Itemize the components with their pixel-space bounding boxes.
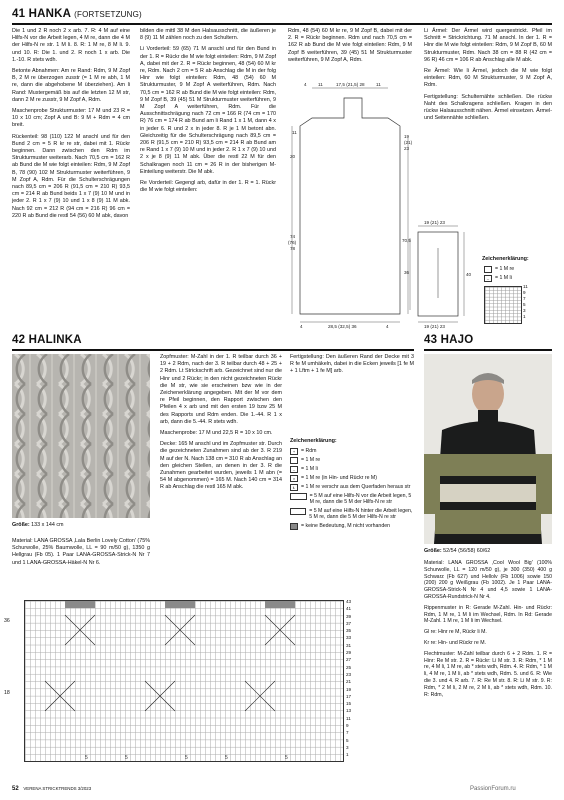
dim-label: 11: [292, 130, 297, 135]
legend-item: [290, 523, 414, 530]
paragraph: Material: LANA GROSSA ‚Cool Wool Big' (100% Schurwolle, LL = 120 m/50 g), je 300 (350) 400 g Schwarz (Fb 627) und Hellolv (Fb 1006) sowie 150 (200) 200 g Weißgrau (Fb 1002). Je 1 Paar LANA-GROSSA-Strick-N Nr 4 und 4,5 sowie 1 LANA-GROSSA-Rundstrick-N Nr 4.: [424, 560, 552, 600]
paragraph: Die 1 und 2 R noch 2 x arb. 7. R: 4 M auf eine Hilfs-N vor die Arbeit legen, 4 M re, dann die 4 M der Hilfs-N re str. 1 M li. 8. R: 1 M re, 8 M li. 9. und 10. R: Die 1. und 2. R noch 1 x arb. Die 1.-10. R stets wdh.: [12, 28, 130, 63]
dim-label: 4: [304, 82, 307, 87]
dim-label: 11: [318, 82, 323, 87]
row-number: 25: [346, 664, 352, 670]
dim-label: 20: [290, 154, 296, 159]
paragraph: Re Ärmel: Wie li Ärmel, jedoch die M wie folgt einteilen: Rdm, 60 M Strukturmuster, 9 M Zopf A, Rdm.: [424, 68, 552, 89]
text-column-3: [288, 28, 412, 68]
size-value: 133 x 144 cm: [31, 522, 64, 528]
garment-schematic: [288, 78, 418, 330]
section-43-title: [424, 334, 473, 346]
legend-label: = 1 M re: [495, 266, 515, 272]
pattern-title: HALINKA: [28, 334, 82, 346]
small-chart-row-numbers: [523, 284, 528, 320]
paragraph: Li Ärmel: Der Ärmel wird quergestrickt. Pfeil im Schnitt = Strickrichtung. 71 M anschl. In der 1. R = Hinr die M wie folgt einteilen: Rdm, 9 M Zopf B, 60 M Strukturmuster, Rdm. Nach 38 cm = 88 R (42 cm = 96 R) 46 cm = 106 R ab Anschlag alle M abk.: [424, 28, 552, 63]
row-number: 15: [346, 701, 352, 707]
row-number: 43: [346, 599, 352, 604]
text-column-1: [12, 28, 130, 224]
size-label: Größe:: [12, 522, 30, 528]
text-column-4: [424, 28, 552, 126]
row-number: 29: [346, 650, 352, 656]
svg-text:5: 5: [125, 755, 128, 761]
cable-back-icon: [290, 508, 306, 515]
increase-symbol-icon: Ł: [290, 484, 298, 491]
dim-label: 74: [290, 234, 296, 239]
row-number: 31: [346, 642, 352, 648]
legend-label: = keine Bedeutung, M nicht vorhanden: [301, 522, 390, 529]
row-number: 3: [523, 308, 526, 313]
watermark: PassionForum.ru: [470, 786, 516, 792]
row-number: 19: [346, 686, 352, 692]
legend-item: [484, 266, 514, 273]
svg-text:5: 5: [285, 755, 288, 761]
row-number: 39: [346, 613, 352, 619]
legend-item: [290, 493, 414, 506]
purl-symbol-icon: –: [290, 466, 298, 473]
svg-text:5: 5: [225, 755, 228, 761]
legend-item: [290, 466, 414, 473]
legend-label: = Rdm: [301, 448, 317, 454]
finishing-text: [290, 354, 414, 380]
purl-symbol-icon: –: [484, 275, 492, 282]
paragraph: Decke: 165 M anschl und im Zopfmuster str. Durch die gezeichneten Zunahmen sind ab der 3. R 219 M auf der N. Nach 138 cm = 310 R ab Anschlag an den gleichen Stellen, an denen in der 3. R die Zunahmen gearbeitet wurden, jeweils 1 M abn (= 54 M abgenommen) = 165 M. Nach 140 cm = 314 R ab Anschlag die restl 165 M abk.: [160, 441, 282, 491]
paragraph: Kr re: Hin- und Rückr re M.: [424, 639, 486, 646]
row-number: 13: [346, 708, 352, 714]
paragraph: Rippenmuster in R: Gerade M-Zahl. Hin- und Rückr: Rdm, 1 M re, 1 M li im Wechsel, Rdm. In Rd: Gerade M-Zahl. 1 M re, 1 M li im Wechsel.: [424, 604, 552, 625]
header-rule: [12, 349, 414, 351]
row-number: 5: [346, 737, 349, 743]
row-number: 23: [346, 671, 352, 677]
legend-list: [290, 448, 414, 532]
legend-item: [290, 457, 414, 464]
svg-text:5: 5: [85, 755, 88, 761]
chart-row-numbers: [346, 598, 351, 759]
paragraph: Rückenteil: 98 (110) 122 M anschl und für den Bund 2 cm = 5 R kr re str, dabei mit 1. Rückr beginnen. Dann zwischen den Rdm im Strukturmuster weiterarb. Nach 70,5 cm = 162 R ab Bund die M wie folgt einteilen: Rdm, 9 M Zopf B, 78 (90) 102 M Strukturmuster weiterführen, 9 M Zopf A, Rdm. Für die Schulterschrägungen nach 89,5 cm = 206 R (91,5 cm = 210 R) 93,5 cm = 214 R ab Bund beids 1 x 7 (9) 10 M und in jeder 2. R 1 x 7 (9) 10 und 1 x 8 (9) 11 M abk. Nach 92 cm = 212 R (94 cm = 216 R) 96 cm = 220 R ab Bund die restl 54 (56) 60 M abk, davon: [12, 133, 130, 219]
paragraph: Maschenprobe: 17 M und 22,5 R = 10 x 10 cm.: [160, 430, 273, 437]
row-number: 17: [346, 693, 352, 699]
pattern-title: HANKA: [28, 8, 71, 20]
row-number: 35: [346, 628, 352, 634]
dim-label: 4: [300, 324, 303, 329]
legend-item: [290, 475, 414, 482]
row-number: 37: [346, 620, 352, 626]
chart-repeat-marker: 18: [4, 690, 10, 696]
paragraph: Fertigstellung: Den äußeren Rand der Decke mit 3 R fe M umhäkeln, dabei in die Ecken jeweils [1 fe M + 1 Lftm + 1 fe M] arb.: [290, 354, 414, 375]
paragraph: Betonte Abnahmen: Am re Rand: Rdm, 9 M Zopf B, 2 M re überzogen zusstr (= 1 M re abh, 1 M re, dann die abgehobene M überziehen). Am li Rand: Mustergemäß bis auf die letzten 12 M str, dann 2 M re zusstr, 9 M Zopf A, Rdm.: [12, 68, 130, 103]
row-number: 9: [523, 290, 526, 295]
section-number: 42: [12, 334, 26, 346]
dim-label: 78: [290, 246, 296, 251]
legend-label: = 1 M li: [495, 275, 512, 281]
dim-label: 11: [376, 82, 381, 87]
legend-label: = 1 M re (in Hin- und Rückr re M): [301, 475, 377, 481]
paragraph: Gl re: Hinr re M, Rückr li M.: [424, 629, 487, 636]
section-number: 41: [12, 8, 26, 20]
row-number: 1: [346, 752, 349, 758]
no-stitch-icon: [290, 523, 298, 530]
legend-title: Zeichenerklärung:: [482, 256, 529, 262]
paragraph: Flechtmuster: M-Zahl teilbar durch 6 + 2 Rdm. 1. R = Hinr: Re M str. 2. R = Rückr: Li M str. 3. R: Rdm, * 1 M re, 4 M li, 1 M re, ab * stets wdh, Rdm. 4. R: Rdm, * 1 M li, 4 M re, 1 M li, ab * stets wdh, Rdm. 5. und 6. R: Wie die 3. und 4. R arb. 7. R: Re M str. 8. R: Li M str. 9. R: Rdm, * 2 M li, 2 M re, 2 M li, ab * stets wdh, Rdm. 10. R: Rdm,: [424, 650, 552, 698]
paragraph: Maschenprobe Strukturmuster: 17 M und 23 R = 10 x 10 cm; Zopf A und B: 9 M + Rdm = 4 cm breit.: [12, 108, 130, 129]
magazine-name: VERENA STRICKTRENDS 3/2023: [23, 786, 92, 791]
dim-label: 19: [404, 134, 410, 139]
dim-label: (21): [404, 140, 413, 145]
row-number: 7: [523, 296, 526, 301]
size-value: 52/54 (56/58) 60/62: [443, 548, 491, 554]
page-number: 52: [12, 786, 19, 792]
row-number: 11: [346, 715, 351, 721]
dim-label: 19 (21) 23: [424, 324, 445, 329]
paragraph: Fertigstellung: Schulternähte schließen. Die rückw Naht des Schalkragens schließen. Kragen in den rückw Halsausschnitt nähen. Ärmel einsetzen. Ärmel- und Seitennähte schließen.: [424, 93, 552, 122]
size-line: [12, 522, 150, 529]
size-label: Größe:: [424, 548, 442, 554]
blanket-photo: [12, 354, 150, 518]
text-column-2: [140, 28, 276, 198]
row-number: 11: [523, 284, 528, 289]
dim-label: 28,5 (32,5) 36: [328, 324, 357, 329]
row-number: 7: [346, 730, 349, 736]
sweater-photo: [424, 354, 552, 544]
row-number: 5: [523, 302, 526, 307]
material-text: [12, 538, 150, 571]
header-rule: [424, 349, 552, 351]
legend-item: [290, 508, 414, 521]
dim-label: 4: [386, 324, 389, 329]
dim-label: (76): [288, 240, 297, 245]
legend-item: [484, 275, 512, 282]
paragraph: Zopfmuster: M-Zahl in der 1. R teilbar durch 36 + 19 + 2 Rdm, nach der 3. R teilbar durch 48 + 25 + 2 Rdm. Lt Strickschrift arb. Gezeichnet sind nur die Hinr und 2 Rückr; in den nicht gezeichneten Rückr die M str, wie sie erscheinen bzw wie in der Zeichenerklärung angegeben. Mit der M vor dem re Pfeil beginnen, den Rapport zwischen den Pfeilen 4 x arb und mit den ersten 19 bzw 25 M des Rapports und Rdm enden. Die 1.-44. R 1 x arb, dann die 5.-44. R stets wdh.: [160, 354, 282, 425]
cable-front-icon: [290, 493, 307, 500]
legend-label: = 1 M re verschr aus dem Querfaden heraus str: [301, 484, 411, 490]
pattern-title: HAJO: [440, 334, 474, 346]
dim-label: 23: [404, 146, 410, 151]
row-number: 41: [346, 606, 352, 612]
chart-repeat-marker: 36: [4, 618, 10, 624]
section-41-title: [12, 8, 142, 20]
legend-title: Zeichenerklärung:: [290, 438, 337, 444]
legend-item: [290, 448, 414, 455]
row-number: 27: [346, 657, 352, 663]
legend-label: = 1 M li: [301, 466, 318, 472]
legend-label: = 5 M auf eine Hilfs-N vor die Arbeit legen, 5 M re, dann die 5 M der Hilfs-N re str: [309, 493, 412, 506]
dim-label: 70,5: [402, 238, 411, 243]
row-number: 1: [523, 314, 526, 319]
halinka-stitch-chart: [24, 600, 344, 762]
dim-label: 17,5 (21,5) 28: [336, 82, 365, 87]
size-line: [424, 548, 552, 555]
paragraph: Material: LANA GROSSA ‚Lala Berlin Lovely Cotton' (75% Schurwolle, 25% Baumwolle, LL = 90 m/50 g), 1350 g Hellgrau (Fb 05). 1 Paar LANA-GROSSA-Strick-N Nr 7 und 1 LANA-GROSSA-Häkel-N Nr 6.: [12, 538, 150, 566]
dim-label: 19 (21) 23: [424, 220, 445, 225]
edge-stitch-icon: +: [290, 448, 298, 455]
knit-symbol-icon: [484, 266, 492, 273]
section-42-title: [12, 334, 82, 346]
row-number: 21: [346, 679, 352, 685]
knit-symbol-icon: [290, 457, 298, 464]
text-column-hajo: [424, 560, 552, 702]
sleeve-schematic: [402, 218, 476, 330]
text-column-halinka: [160, 354, 282, 496]
row-number: 3: [346, 744, 349, 750]
legend-label: = 1 M re: [301, 457, 321, 463]
paragraph: Li Vorderteil: 59 (65) 71 M anschl und für den Bund in der 1. R = Rückr die M wie folgt einteilen: Rdm, 9 M Zopf A, dabei mit der 2. R = Rückr beginnen, 48 (54) 60 M kr re, Rdm. Nach 2 cm = 5 R ab Anschlag die M in der folg Hinr wie folgt einteilen: Rdm, 48 (54) 60 M Strukturmuster, 9 M Zopf A weiterführen, Rdm. Nach 70,5 cm = 162 R ab Bund die M wie folgt einteilen: Rdm, 9 M Zopf B, 39 (45) 51 M Strukturmuster weiterführen, 9 M Zopf A weiterführen, Rdm. Für die Ausschnittschrägung nach 72 cm = 166 R (74 cm = 170 R) 76 cm = 174 R ab Bund am li Rand 1 x 1 M, dann 4 x in jeder 6. R und 2 x in jeder 8. R je 1 M betont abn. Gleichzeitig für die Schulterschrägung nach 89,5 cm = 206 R (91,5 cm = 210 R) 93,5 cm = 214 R ab Bund am re Rand 1 x 7 (9) 10 M und in jeder 2. R 1 x 7 (9) 10 und 2 x je 8 (9) 11 M abk. Über die restl 22 M für den Schalkragen noch 11 cm = 26 R in der bisherigen M-Einteilung weiterstr. Die M abk.: [140, 46, 276, 175]
paragraph: Re Vorderteil: Gegengl arb, dafür in der 1. R = 1. Rückr die M wie folgt einteilen:: [140, 180, 276, 194]
cross-symbol-icon: ×: [290, 475, 298, 482]
dim-label: 36: [404, 270, 410, 275]
row-number: 33: [346, 635, 352, 641]
small-stitch-chart: [484, 286, 522, 324]
dim-label: 40: [466, 272, 472, 277]
legend-label: = 5 M auf eine Hilfs-N hinter die Arbeit legen, 5 M re, dann die 5 M der Hilfs-N re str: [309, 507, 413, 521]
paragraph: bilden die mittl 38 M den Halsausschnitt, die äußeren je 8 (9) 11 M zählen noch zu den Schultern.: [140, 28, 276, 42]
row-number: 9: [346, 723, 349, 729]
pattern-subtitle: (FORTSETZUNG): [74, 10, 142, 19]
page-footer: [12, 786, 91, 792]
legend-item: [290, 484, 414, 491]
svg-text:5: 5: [185, 755, 188, 761]
paragraph: Rdm, 48 (54) 60 M kr re, 9 M Zopf B, dabei mit der 2. R = Rückr beginnen. Rdm und nach 70,5 cm = 162 R ab Bund die M wie folgt einteilen: Rdm, 9 M Zopf B weiterführen, 39 (45) 51 M Strukturmuster weiterführen, 9 M Zopf A, Rdm.: [288, 28, 412, 63]
section-number: 43: [424, 334, 438, 346]
header-rule: [12, 23, 552, 25]
